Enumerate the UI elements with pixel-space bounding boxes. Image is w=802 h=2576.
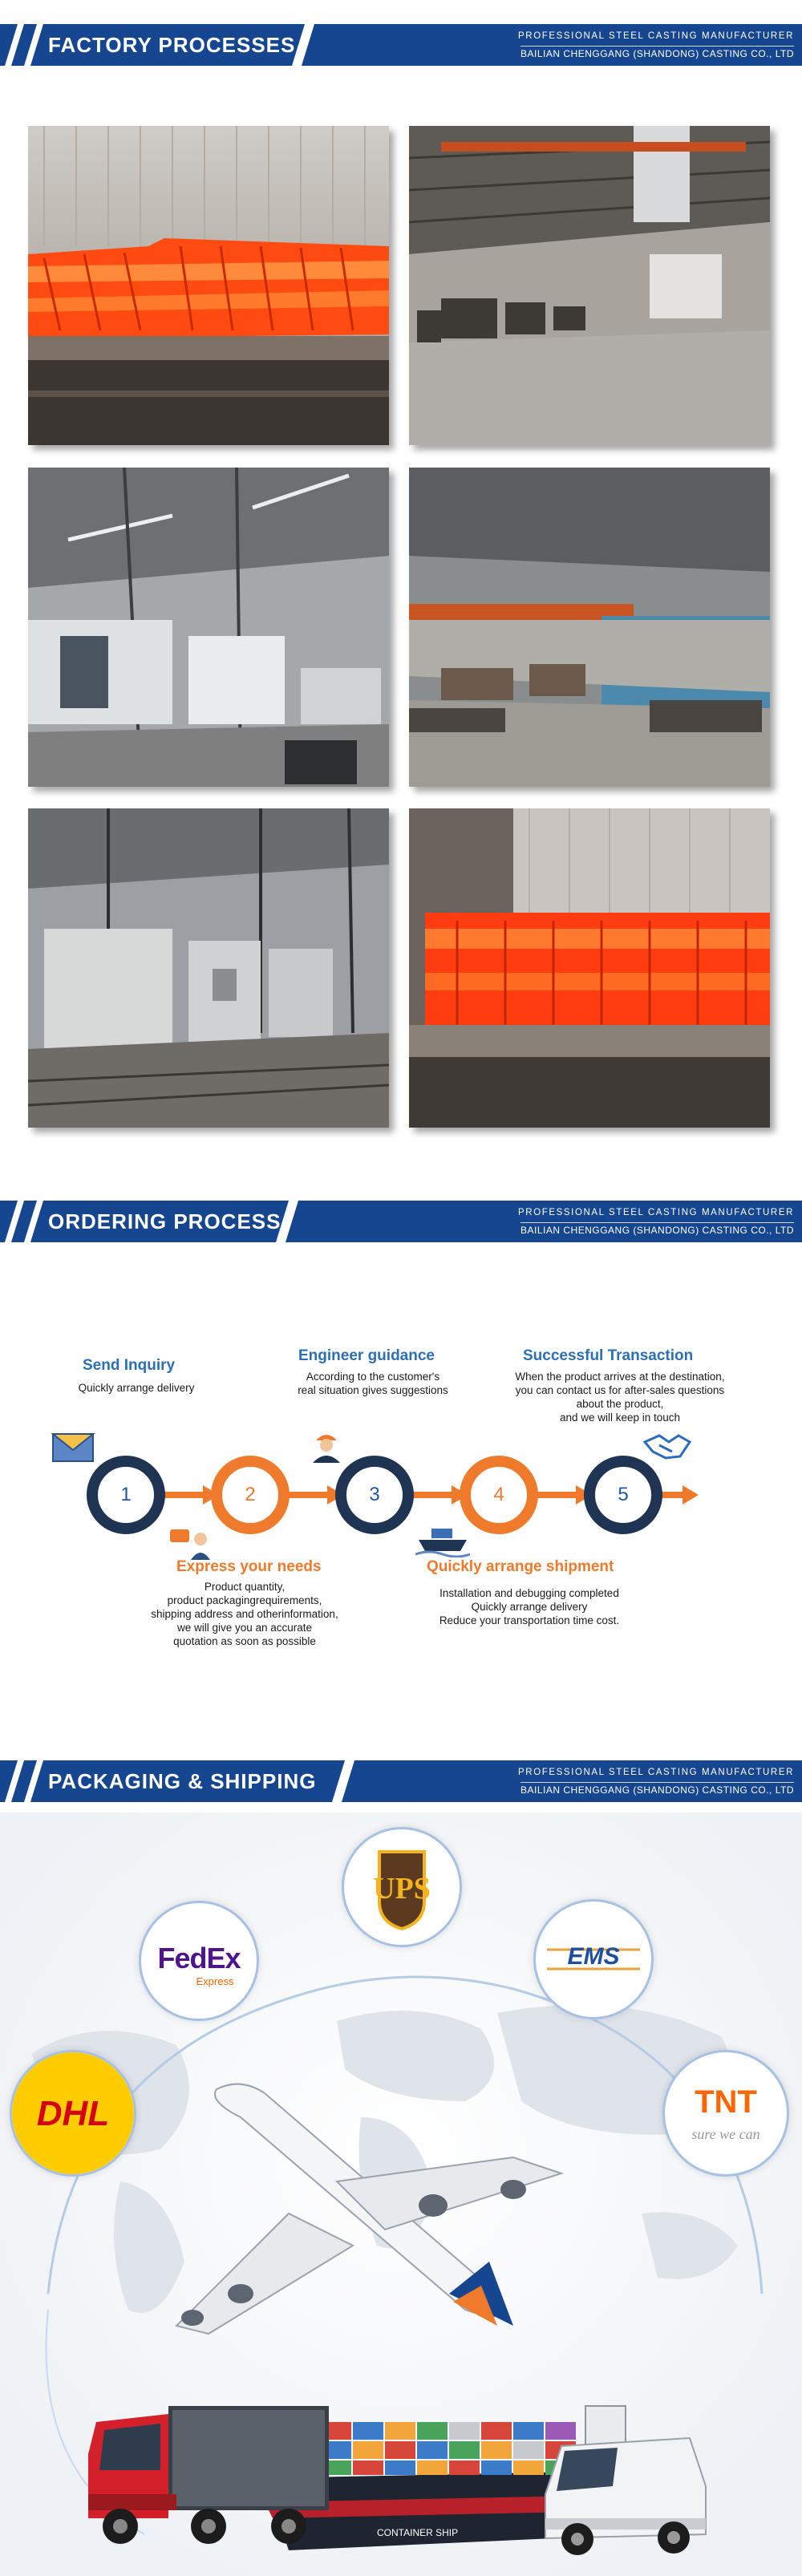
banner-tagline: PROFESSIONAL STEEL CASTING MANUFACTURER xyxy=(518,1208,794,1217)
step-3-circle xyxy=(335,1456,414,1534)
step-number: 1 xyxy=(120,1484,132,1505)
dhl-logo xyxy=(10,2050,136,2177)
step-text-line: Quickly arrange delivery xyxy=(471,1601,588,1613)
step-text-line: product packagingrequirements, xyxy=(167,1594,322,1606)
step-5-circle xyxy=(584,1456,662,1534)
step-2-title: Express your needs xyxy=(176,1558,322,1575)
banner-company: BAILIAN CHENGGANG (SHANDONG) CASTING CO., LTD xyxy=(520,1782,794,1796)
fedex-express-text: Express xyxy=(196,1975,234,1987)
fedex-logo xyxy=(139,1901,259,2021)
engineer-icon xyxy=(306,1428,346,1464)
step-5-description xyxy=(496,1370,744,1424)
step-4-title: Quickly arrange shipment xyxy=(427,1558,614,1575)
machining-center-photo xyxy=(28,468,389,787)
step-text-line: and we will keep in touch xyxy=(559,1412,681,1424)
tnt-logo xyxy=(662,2050,789,2177)
packaging-shipping-banner xyxy=(0,1760,802,1802)
step-text-line: about the product, xyxy=(576,1398,664,1410)
dhl-text: DHL xyxy=(36,2094,110,2133)
step-4-description xyxy=(417,1586,642,1627)
workshop-hall-photo xyxy=(409,126,770,445)
ship-label: CONTAINER SHIP xyxy=(377,2527,459,2538)
section-title: PACKAGING & SHIPPING xyxy=(48,1769,317,1793)
step-2-circle xyxy=(211,1456,290,1534)
section-title: ORDERING PROCESS xyxy=(48,1209,282,1233)
envelope-icon xyxy=(50,1428,98,1466)
ups-logo xyxy=(342,1827,462,1947)
step-1-title: Send Inquiry xyxy=(83,1357,176,1374)
heat-treatment-furnaces-photo xyxy=(28,808,389,1128)
banner-company: BAILIAN CHENGGANG (SHANDONG) CASTING CO., LTD xyxy=(520,46,794,59)
step-3-description xyxy=(273,1370,473,1397)
step-5-title: Successful Transaction xyxy=(523,1347,694,1364)
ups-text: UPS xyxy=(373,1872,431,1906)
step-text-line: shipping address and otherinformation, xyxy=(151,1608,338,1620)
step-4-circle xyxy=(460,1456,538,1534)
tnt-text: TNT xyxy=(695,2084,757,2120)
ship-icon xyxy=(415,1524,470,1557)
step-1-description xyxy=(48,1381,225,1395)
flow-arrow-end xyxy=(662,1485,702,1505)
glowing-castings-furnace-photo xyxy=(28,126,389,445)
step-text-line: According to the customer's xyxy=(306,1371,440,1383)
banner-company: BAILIAN CHENGGANG (SHANDONG) CASTING CO., LTD xyxy=(520,1222,794,1236)
tnt-slogan-text: sure we can xyxy=(691,2126,760,2142)
ordering-process-banner xyxy=(0,1201,802,1242)
step-2-description xyxy=(104,1580,385,1648)
banner-tagline: PROFESSIONAL STEEL CASTING MANUFACTURER xyxy=(518,31,794,41)
truck-icon xyxy=(88,2406,329,2544)
section-title: FACTORY PROCESSES xyxy=(48,33,296,57)
fedex-text: FedEx xyxy=(157,1942,241,1975)
banner-tagline: PROFESSIONAL STEEL CASTING MANUFACTURER xyxy=(518,1768,794,1777)
step-3-title: Engineer guidance xyxy=(298,1347,435,1364)
step-1-circle xyxy=(87,1456,165,1534)
step-number: 4 xyxy=(493,1484,504,1505)
step-text-line: quotation as soon as possible xyxy=(173,1635,316,1647)
step-text-line: you can contact us for after-sales questions xyxy=(515,1384,725,1396)
step-number: 3 xyxy=(369,1484,380,1505)
step-text-line: Product quantity, xyxy=(204,1581,286,1593)
step-number: 5 xyxy=(618,1484,629,1505)
ems-text: EMS xyxy=(567,1943,620,1970)
step-text-line: we will give you an accurate xyxy=(176,1622,313,1634)
step-text-line: real situation gives suggestions xyxy=(298,1384,448,1396)
step-text-line: When the product arrives at the destination, xyxy=(515,1371,725,1383)
casting-yard-photo xyxy=(409,468,770,787)
ems-logo xyxy=(533,1899,654,2019)
step-text-line: Quickly arrange delivery xyxy=(78,1382,195,1394)
factory-processes-banner xyxy=(0,24,802,66)
glowing-castings-cart-photo xyxy=(409,808,770,1128)
step-number: 2 xyxy=(245,1484,256,1505)
handshake-icon xyxy=(642,1428,693,1464)
step-text-line: Reduce your transportation time cost. xyxy=(439,1614,620,1626)
step-text-line: Installation and debugging completed xyxy=(439,1587,619,1599)
